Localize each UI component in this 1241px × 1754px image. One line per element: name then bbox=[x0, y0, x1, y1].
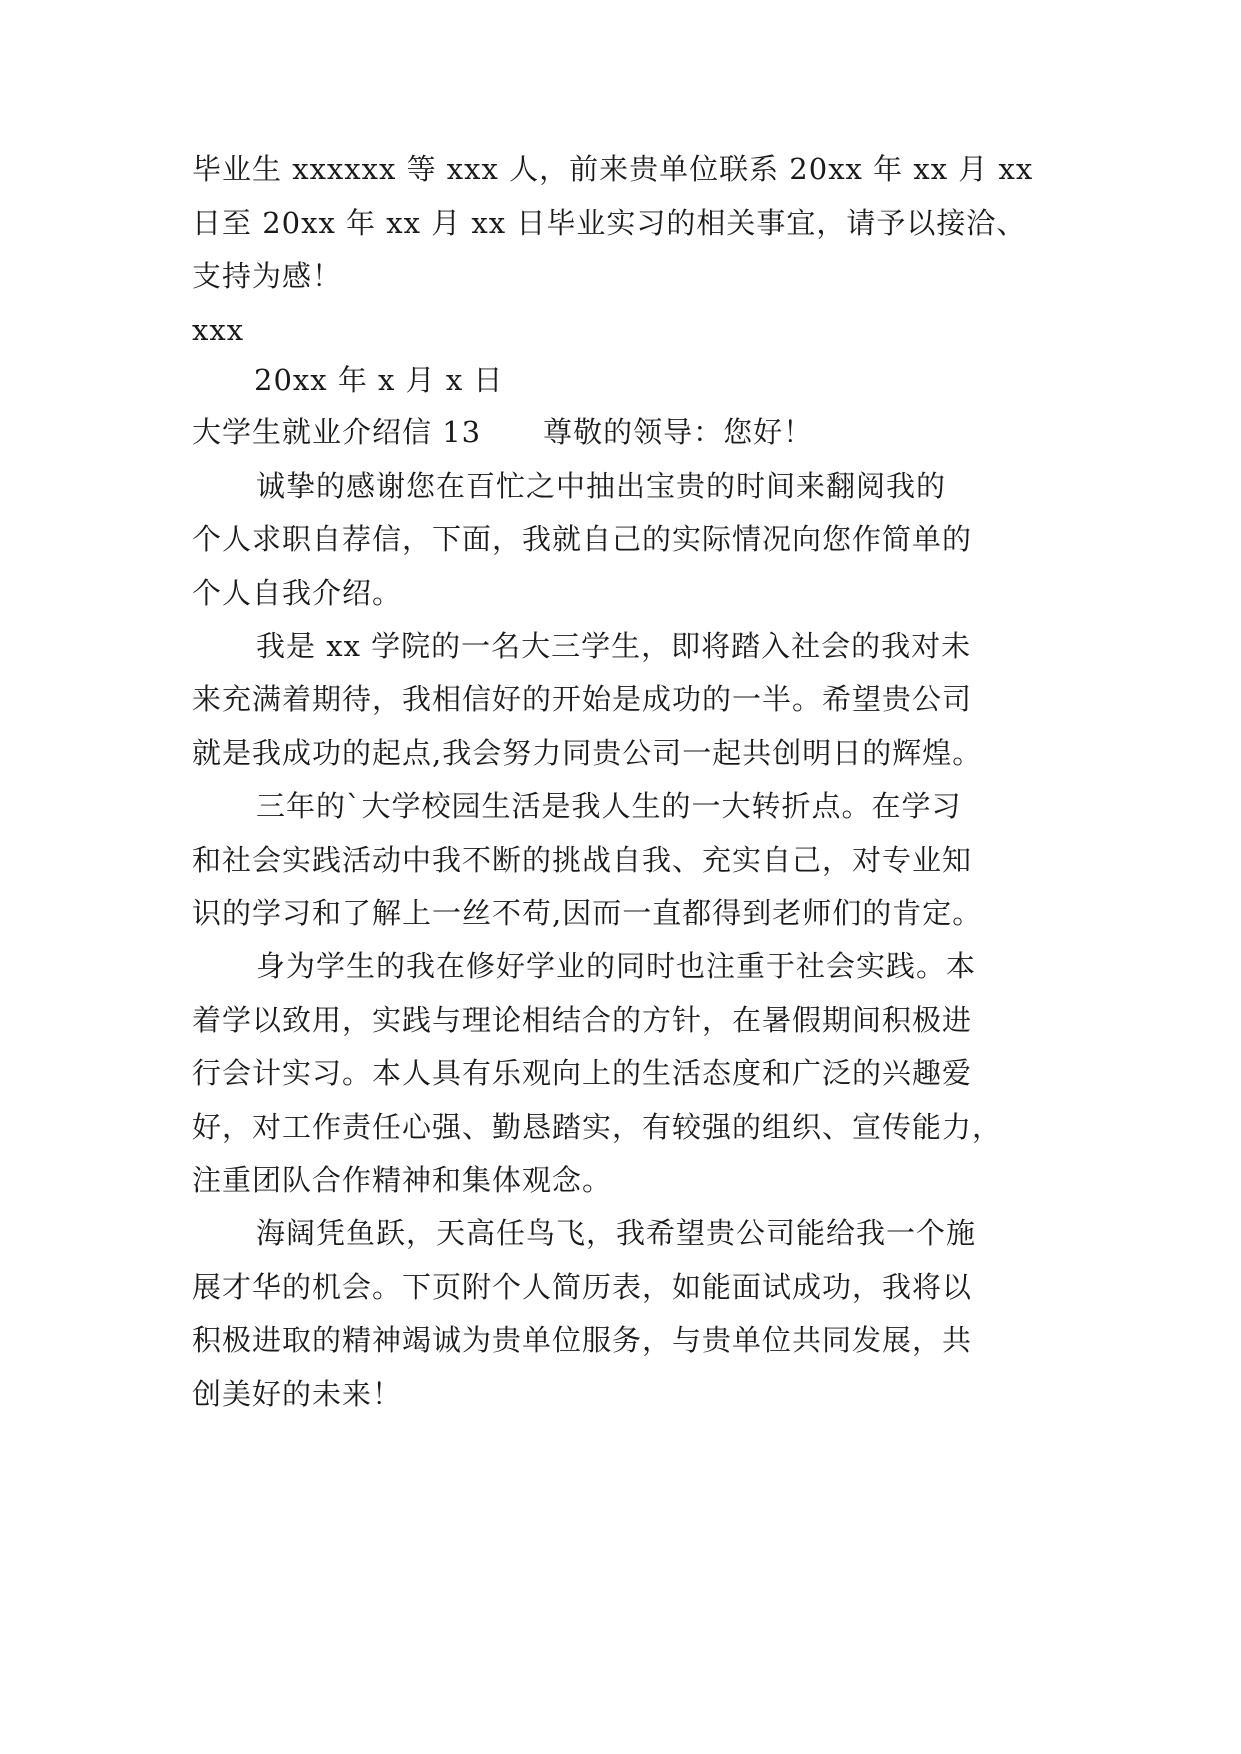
paragraph-2-line-3: 就是我成功的起点,我会努力同贵公司一起共创明日的辉煌。 bbox=[192, 736, 983, 770]
paragraph-1-line-2: 个人求职自荐信，下面，我就自己的实际情况向您作简单的 bbox=[192, 522, 973, 556]
paragraph-5-line-4: 创美好的未来！ bbox=[192, 1377, 403, 1411]
paragraph-3-line-3: 识的学习和了解上一丝不苟,因而一直都得到老师们的肯定。 bbox=[192, 896, 983, 930]
paragraph-3-line-2: 和社会实践活动中我不断的挑战自我、充实自己，对专业知 bbox=[192, 843, 973, 877]
intro-line-1: 毕业生 xxxxxx 等 xxx 人，前来贵单位联系 20xx 年 xx 月 xx bbox=[192, 152, 1034, 186]
paragraph-4-line-1: 身为学生的我在修好学业的同时也注重于社会实践。本 bbox=[256, 949, 977, 983]
intro-line-2: 日至 20xx 年 xx 月 xx 日毕业实习的相关事宜，请予以接洽、 bbox=[192, 206, 1027, 240]
date-line: 20xx 年 x 月 x 日 bbox=[254, 363, 504, 397]
paragraph-4-line-5: 注重团队合作精神和集体观念。 bbox=[192, 1163, 613, 1197]
paragraph-4-line-4: 好，对工作责任心强、勤恳踏实，有较强的组织、宣传能力， bbox=[192, 1110, 1003, 1144]
paragraph-5-line-2: 展才华的机会。下页附个人简历表，如能面试成功，我将以 bbox=[192, 1270, 973, 1304]
paragraph-2-line-2: 来充满着期待，我相信好的开始是成功的一半。希望贵公司 bbox=[192, 682, 973, 716]
letter-heading-line bbox=[192, 412, 813, 452]
signature: xxx bbox=[192, 313, 245, 347]
paragraph-2-line-1: 我是 xx 学院的一名大三学生，即将踏入社会的我对未 bbox=[256, 629, 972, 663]
paragraph-3-line-1: 三年的`大学校园生活是我人生的一大转折点。在学习 bbox=[256, 789, 962, 823]
paragraph-1-line-3: 个人自我介绍。 bbox=[192, 576, 403, 610]
intro-line-3: 支持为感！ bbox=[192, 259, 343, 293]
paragraph-1-line-1: 诚挚的感谢您在百忙之中抽出宝贵的时间来翻阅我的 bbox=[256, 469, 947, 503]
paragraph-5-line-1: 海阔凭鱼跃，天高任鸟飞，我希望贵公司能给我一个施 bbox=[256, 1216, 977, 1250]
salutation: 尊敬的领导：您好！ bbox=[543, 415, 814, 449]
letter-heading: 大学生就业介绍信 13 bbox=[192, 415, 482, 449]
paragraph-5-line-3: 积极进取的精神竭诚为贵单位服务，与贵单位共同发展，共 bbox=[192, 1323, 973, 1357]
paragraph-4-line-3: 行会计实习。本人具有乐观向上的生活态度和广泛的兴趣爱 bbox=[192, 1056, 973, 1090]
paragraph-4-line-2: 着学以致用，实践与理论相结合的方针，在暑假期间积极进 bbox=[192, 1003, 973, 1037]
